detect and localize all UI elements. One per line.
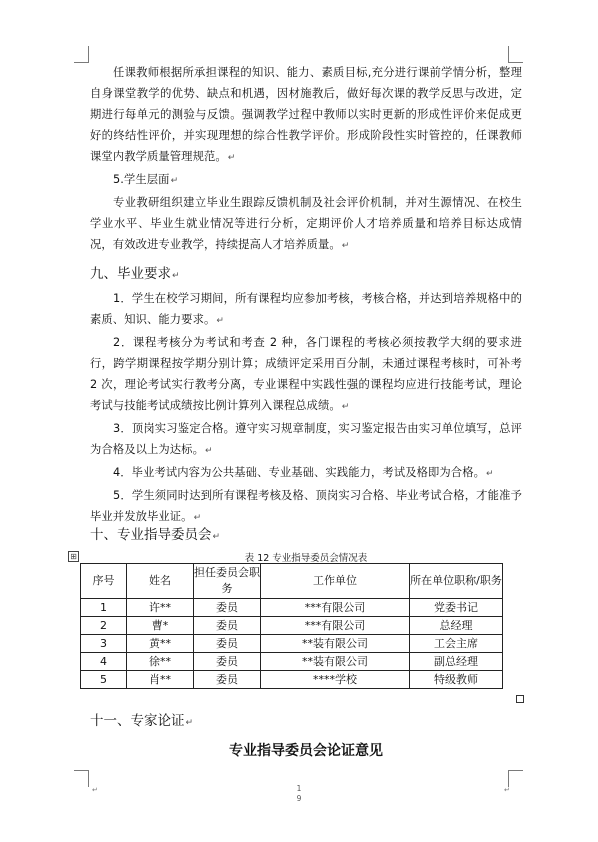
table-cell[interactable]: 工会主席 [410,635,503,653]
section-9-body [90,288,522,529]
table-cell[interactable]: 曹* [127,617,194,635]
requirement-item[interactable]: 5．学生须同时达到所有课程考核及格、顶岗实习合格、毕业考试合格，才能准予毕业并发放毕业证。↵ [90,489,522,523]
table-move-handle-icon[interactable]: ⊞ [68,551,79,562]
table-cell[interactable]: 委员 [194,671,261,689]
page-total: 9 [296,794,302,803]
table-cell[interactable]: 1 [81,599,127,617]
table-cell[interactable]: 3 [81,635,127,653]
table-cell[interactable]: 委员 [194,635,261,653]
committee-opinion-title[interactable]: 专业指导委员会论证意见 [229,743,383,759]
table-cell[interactable]: 副总经理 [410,653,503,671]
section-11-title[interactable]: 十一、专家论证↵ [90,713,194,729]
header-cell[interactable]: 姓名 [127,564,194,599]
table-cell[interactable]: 黄** [127,635,194,653]
table-cell[interactable]: 徐** [127,653,194,671]
table-cell[interactable]: 总经理 [410,617,503,635]
section-10-title[interactable]: 十、专业指导委员会↵ [90,527,221,543]
table-cell[interactable]: 委员 [194,617,261,635]
paragraph-student[interactable]: 专业教研组织建立毕业生跟踪反馈机制及社会评价机制，并对生源情况、在校生学业水平、毕业生就业情况等进行分析，定期评价人才培养质量和培养目标达成情况，有效改进专业教学，持续提高人才培养质量。↵ [90,196,522,251]
paragraph-teacher[interactable]: 任课教师根据所承担课程的知识、能力、素质目标,充分进行课前学情分析，整理自身课堂教学的优势、缺点和机遇，因材施教后，做好每次课的教学反思与改进，定期进行每单元的测验与反馈。强调教学过程中教师以实时更新的形成性评价来促成更好的终结性评价，并实现理想的综合性教学评价。形成阶段性实时管控的，任课教师课堂内教学质量管理规范。↵ [90,66,522,163]
margin-corner-top-left [74,46,89,63]
table-header-row [81,564,503,599]
table-cell[interactable]: 委员 [194,653,261,671]
table-cell[interactable]: 4 [81,653,127,671]
table-cell[interactable]: ***有限公司 [261,617,410,635]
table-cell[interactable]: ***有限公司 [261,599,410,617]
body-top [90,62,522,257]
table-cell[interactable]: 党委书记 [410,599,503,617]
committee-table[interactable] [80,563,503,689]
table-cell[interactable]: 2 [81,617,127,635]
table-cell[interactable]: 特级教师 [410,671,503,689]
requirement-item[interactable]: 1．学生在校学习期间，所有课程均应参加考核，考核合格，并达到培养规格中的素质、知识、能力要求。↵ [90,292,522,326]
table-cell[interactable]: 委员 [194,599,261,617]
requirement-item[interactable]: 3．顶岗实习鉴定合格。遵守实习规章制度，实习鉴定报告由实习单位填写，总评为合格及以上为达标。↵ [90,422,522,456]
table-row [81,635,503,653]
table-row [81,617,503,635]
table-row [81,599,503,617]
table-cell[interactable]: 肖** [127,671,194,689]
table-cell[interactable]: **装有限公司 [261,653,410,671]
page-current: 1 [296,784,302,793]
section-9-title[interactable]: 九、毕业要求↵ [90,266,180,282]
header-cell[interactable]: 担任委员会职务 [194,564,261,599]
table-resize-handle[interactable] [516,695,524,703]
header-cell[interactable]: 工作单位 [261,564,410,599]
requirement-item[interactable]: 2．课程考核分为考试和考查 2 种，各门课程的考核必须按教学大纲的要求进行，跨学期课程按学期分别计算；成绩评定采用百分制，未通过课程考核时，可补考 2 次，理论考试实行教考分离，专业课程中实践性强的课程均应进行技能考试，理论考试与技能考试成绩按比例计算列入课程总成绩。↵ [90,336,522,412]
table-row [81,671,503,689]
paragraph-mark: ↵ [504,786,510,794]
margin-corner-top-right [508,46,523,63]
table-caption: 表 12 专业指导委员会情况表 [244,553,368,564]
table-cell[interactable]: **装有限公司 [261,635,410,653]
table-cell[interactable]: ****学校 [261,671,410,689]
table-cell[interactable]: 5 [81,671,127,689]
heading-student-level[interactable]: 5.学生层面↵ [113,173,179,186]
table-row [81,653,503,671]
table-cell[interactable]: 许** [127,599,194,617]
requirement-item[interactable]: 4．毕业考试内容为公共基础、专业基础、实践能力，考试及格即为合格。↵ [113,466,494,479]
paragraph-mark: ↵ [92,786,98,794]
header-cell[interactable]: 序号 [81,564,127,599]
header-cell[interactable]: 所在单位职称/职务 [410,564,503,599]
